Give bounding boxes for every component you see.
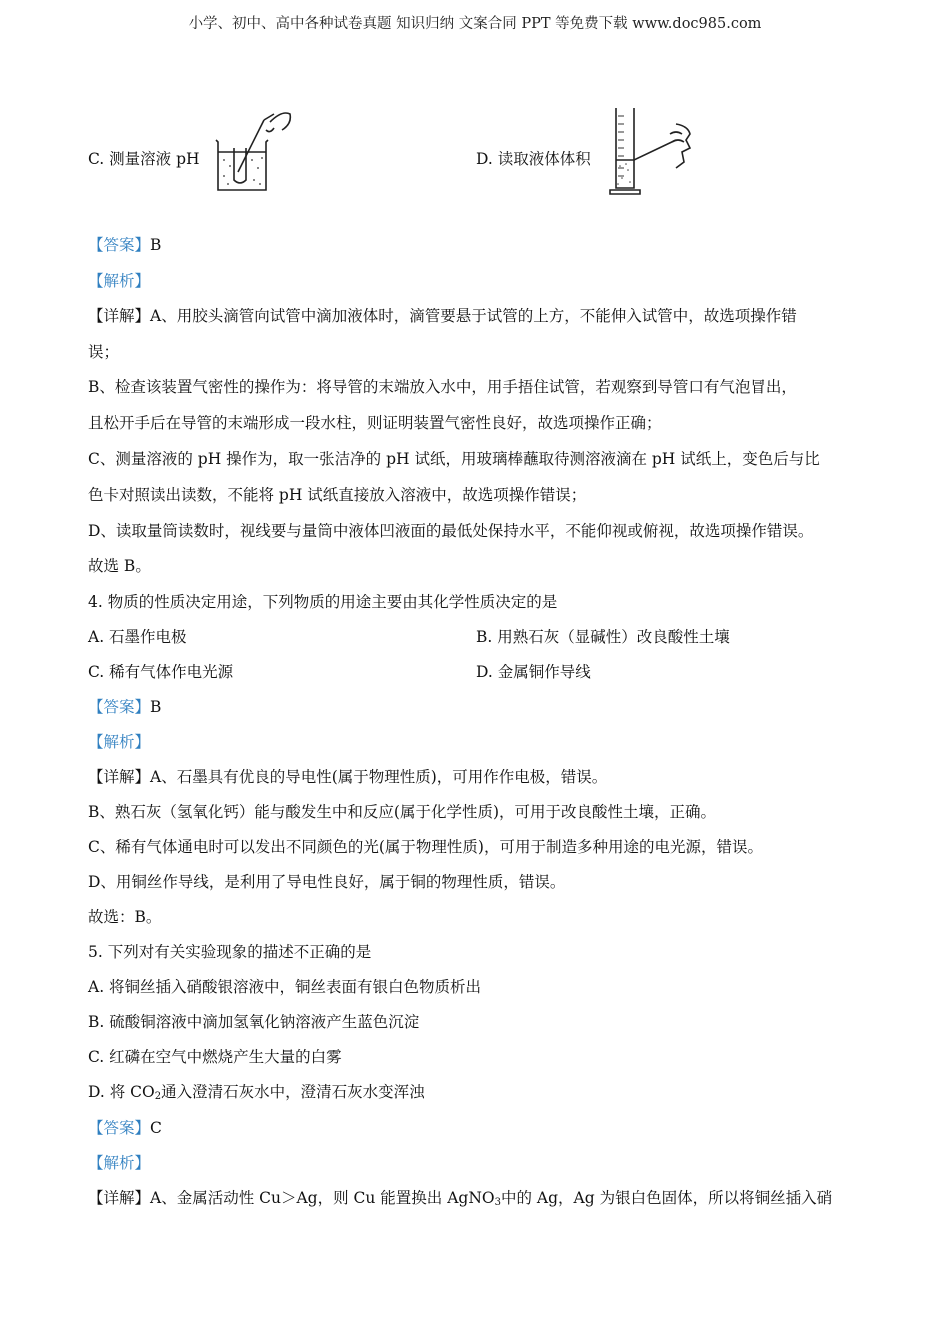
answer-tag: 【答案】 (88, 1119, 151, 1137)
q5-answer (88, 1117, 162, 1139)
q4-detail-d: D、用铜丝作导线，是利用了导电性良好，属于铜的物理性质，错误。 (88, 873, 566, 891)
q4-detail-c: C、稀有气体通电时可以发出不同颜色的光(属于物理性质)，可用于制造多种用途的电光源，错误。 (88, 838, 763, 856)
q3-conclusion: 故选 B。 (88, 557, 151, 575)
q3-option-c: C. 测量溶液 pH (88, 150, 200, 168)
answer-value: C (150, 1119, 162, 1137)
q5-option-a: A. 将铜丝插入硝酸银溶液中，铜丝表面有银白色物质析出 (88, 978, 482, 996)
q4-detail-b: B、熟石灰（氢氧化钙）能与酸发生中和反应(属于化学性质)，可用于改良酸性土壤，正确。 (88, 803, 716, 821)
q4-option-b: B. 用熟石灰（显碱性）改良酸性土壤 (476, 628, 730, 646)
q3-analysis-tag: 【解析】 (88, 272, 151, 290)
q5-detail-a (88, 1187, 832, 1214)
subscript: 3 (494, 1197, 501, 1208)
answer-value: B (150, 236, 162, 254)
q4-option-c: C. 稀有气体作电光源 (88, 663, 234, 681)
detail-text: A、金属活动性 Cu＞Ag，则 Cu 能置换出 AgNO (150, 1189, 495, 1207)
q5-option-d (88, 1081, 425, 1108)
q4-conclusion: 故选：B。 (88, 908, 162, 926)
answer-tag: 【答案】 (88, 236, 151, 254)
option-text: D. 将 CO (88, 1083, 155, 1101)
detail-text: A、用胶头滴管向试管中滴加液体时，滴管要悬于试管的上方，不能伸入试管中，故选项操作错 (150, 307, 797, 325)
detail-tag: 【详解】 (88, 307, 151, 325)
detail-tag: 【详解】 (88, 1189, 151, 1207)
detail-text: 中的 Ag，Ag 为银白色固体，所以将铜丝插入硝 (500, 1189, 833, 1207)
q4-answer (88, 696, 161, 718)
q3-option-d: D. 读取液体体积 (476, 150, 591, 168)
cylinder-eye-figure (604, 104, 704, 198)
q3-detail-d: D、读取量筒读数时，视线要与量筒中液体凹液面的最低处保持水平，不能仰视或俯视，故选项操作错误。 (88, 522, 814, 540)
q5-stem: 5. 下列对有关实验现象的描述不正确的是 (88, 943, 372, 961)
q3-detail-c2: 色卡对照读出读数，不能将 pH 试纸直接放入溶液中，故选项操作错误； (88, 486, 587, 504)
q3-answer (88, 234, 161, 256)
q3-detail-b2: 且松开手后在导管的末端形成一段水柱，则证明装置气密性良好，故选项操作正确； (88, 414, 662, 432)
q5-analysis-tag: 【解析】 (88, 1154, 151, 1172)
answer-value: B (150, 698, 162, 716)
subscript: 2 (154, 1091, 162, 1102)
q5-option-c: C. 红磷在空气中燃烧产生大量的白雾 (88, 1048, 342, 1066)
option-text: 通入澄清石灰水中，澄清石灰水变浑浊 (161, 1083, 425, 1101)
detail-tag: 【详解】 (88, 768, 151, 786)
answer-tag: 【答案】 (88, 698, 151, 716)
q4-analysis-tag: 【解析】 (88, 733, 151, 751)
q3-detail-a1 (88, 305, 797, 327)
q4-option-a: A. 石墨作电极 (88, 628, 187, 646)
q5-option-b: B. 硫酸铜溶液中滴加氢氧化钠溶液产生蓝色沉淀 (88, 1013, 420, 1031)
detail-text: A、石墨具有优良的导电性(属于物理性质)，可用作作电极，错误。 (150, 768, 608, 786)
q4-detail-a (88, 766, 607, 788)
q3-detail-c1: C、测量溶液的 pH 操作为，取一张洁净的 pH 试纸，用玻璃棒蘸取待测溶液滴在 pH 试纸上，变色后与比 (88, 450, 820, 468)
page-header: 小学、初中、高中各种试卷真题 知识归纳 文案合同 PPT 等免费下载 www.doc985.com (188, 16, 762, 32)
beaker-ph-figure (208, 108, 298, 196)
q4-option-d: D. 金属铜作导线 (476, 663, 591, 681)
q3-detail-b1: B、检查该装置气密性的操作为：将导管的末端放入水中，用手捂住试管，若观察到导管口有气泡冒出， (88, 378, 797, 396)
q3-detail-a2: 误； (88, 343, 120, 361)
q4-stem: 4. 物质的性质决定用途，下列物质的用途主要由其化学性质决定的是 (88, 593, 558, 611)
